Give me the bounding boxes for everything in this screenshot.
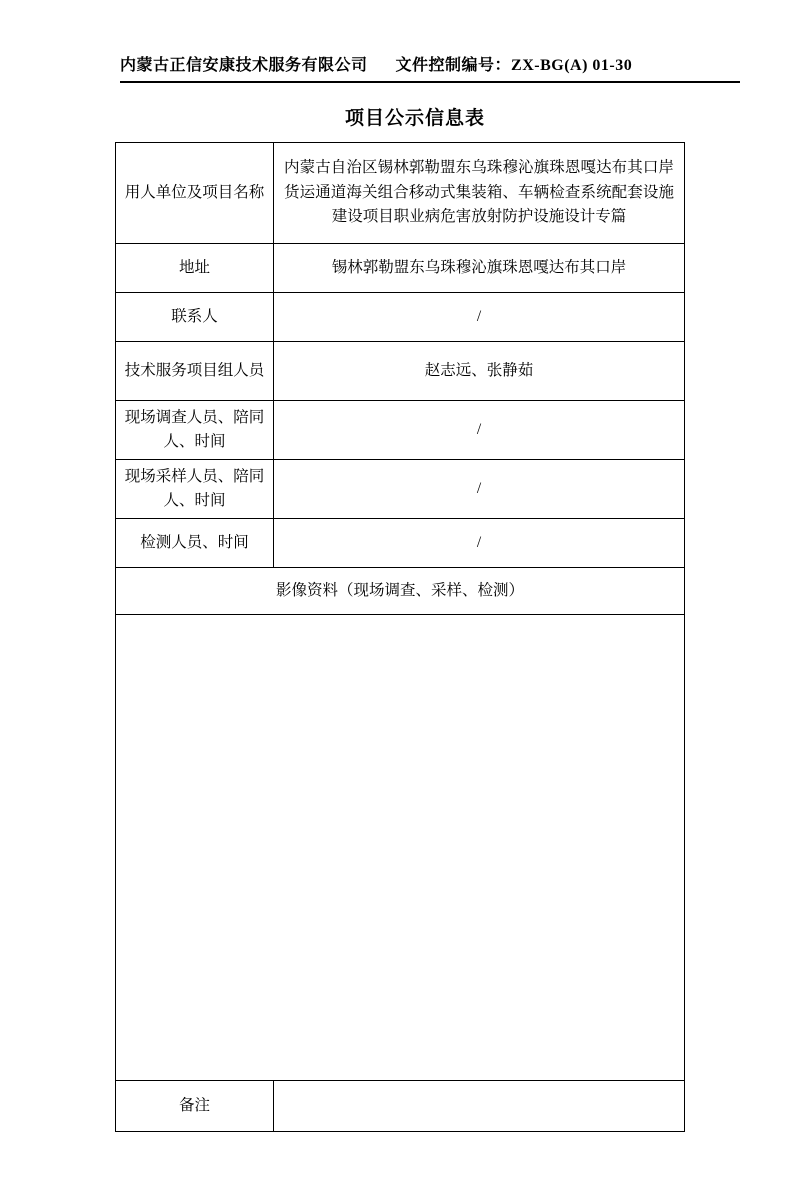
table-row (116, 342, 685, 401)
table-row (116, 460, 685, 519)
row-label-employer-project: 用人单位及项目名称 (116, 143, 274, 244)
table-row-media-body (116, 615, 685, 1081)
header-document-number: 文件控制编号：ZX-BG(A) 01-30 (395, 57, 633, 74)
row-label-team: 技术服务项目组人员 (116, 342, 274, 401)
table-row (116, 293, 685, 342)
row-value-employer-project: 内蒙古自治区锡林郭勒盟东乌珠穆沁旗珠恩嘎达布其口岸货运通道海关组合移动式集装箱、车辆检查系统配套设施建设项目职业病危害放射防护设施设计专篇 (274, 143, 685, 244)
media-section-content (116, 615, 685, 1081)
row-label-remark: 备注 (116, 1081, 274, 1132)
row-value-remark (274, 1081, 685, 1132)
row-value-contact: / (274, 293, 685, 342)
table-row (116, 401, 685, 460)
row-label-address: 地址 (116, 244, 274, 293)
media-section-heading: 影像资料（现场调查、采样、检测） (116, 568, 685, 615)
table-row (116, 244, 685, 293)
table-row (116, 143, 685, 244)
table-row-media-heading (116, 568, 685, 615)
header-company-name: 内蒙古正信安康技术服务有限公司 (120, 57, 368, 74)
row-label-contact: 联系人 (116, 293, 274, 342)
table-row (116, 1081, 685, 1132)
row-value-testing: / (274, 519, 685, 568)
row-value-address: 锡林郭勒盟东乌珠穆沁旗珠恩嘎达布其口岸 (274, 244, 685, 293)
row-value-site-survey: / (274, 401, 685, 460)
page-header (120, 52, 740, 83)
row-value-site-sampling: / (274, 460, 685, 519)
row-value-team: 赵志远、张静茹 (274, 342, 685, 401)
row-label-site-sampling: 现场采样人员、陪同人、时间 (116, 460, 274, 519)
project-info-table (115, 142, 685, 1132)
page-title: 项目公示信息表 (344, 108, 485, 129)
row-label-site-survey: 现场调查人员、陪同人、时间 (116, 401, 274, 460)
document-page (0, 52, 800, 1183)
table-row (116, 519, 685, 568)
row-label-testing: 检测人员、时间 (116, 519, 274, 568)
